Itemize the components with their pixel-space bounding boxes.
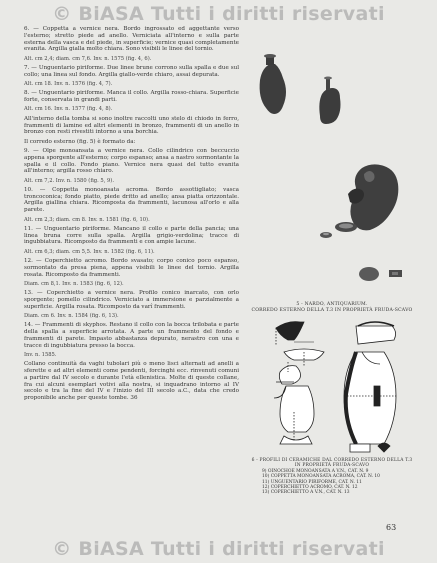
vessel-photo-2 — [319, 77, 340, 125]
finds-photo — [320, 164, 402, 281]
catalog-reference: Alt. cm 2,3; diam. cm 8. Inv. n. 1581 (fig. 6, 10). — [24, 216, 150, 223]
caption-title: IN PROPRIETÀ FRUDA-SCAVO — [294, 463, 370, 469]
caption-item: 13) COPERCHIETTO A V.N., CAT. N. 13 — [262, 490, 350, 496]
text-column — [24, 26, 239, 404]
caption-item: 11) UNGUENTARIO PIRIFORME, CAT. N. 11 — [262, 479, 362, 485]
paragraph: Il corredo esterno (fig. 5) è formato da: — [24, 138, 136, 145]
catalog-reference: Inv. n. 1585. — [24, 352, 57, 359]
catalog-reference: Diam. cm 8,1. Inv. n. 1583 (fig. 6, 12). — [24, 280, 124, 287]
catalog-reference: Alt. cm 6,3; diam. cm 5,5. Inv. n. 1582 (fig. 6, 11). — [24, 248, 155, 255]
catalog-reference: Diam. cm 6. Inv. n. 1584 (fig. 6, 13). — [24, 313, 119, 320]
caption-title: 6 - PROFILI DI CERAMICHE DAL CORREDO ESTERNO DELLA T.3 — [251, 458, 413, 463]
catalog-reference: Alt. cm 16. Inv. n. 1577 (fig. 4, 8). — [24, 106, 113, 113]
figure-caption-5 — [248, 302, 416, 313]
caption-item: 12) COPERCHIETTO ACROMO, CAT. N. 12 — [262, 485, 358, 491]
catalog-reference: Alt. cm 7,2. Inv. n. 1580 (fig. 5, 9). — [24, 177, 114, 184]
figure-caption-6 — [248, 458, 416, 496]
profile-drawings — [274, 322, 396, 452]
paragraph: Collano continuità da vaghi tubolari più o meno lisci alternati ad anelli a sferette e ad altri elementi come pendenti, forcinghi ecc. rinvenuti comuni a partire dal IV secolo e durante l'età ellenistica. Molte di queste collane, fra cui alcuni esemplari votivi alla nostra, si inquadrano intorno al IV secolo e tra la fine del IV e l'inizio del III secolo a.C., data che credo proponibile anche per queste tombe. 36 — [24, 361, 239, 402]
document-page — [24, 26, 416, 534]
catalog-reference: Alt. cm 18. Inv. n. 1576 (fig. 4, 7). — [24, 81, 113, 88]
paragraph: 11. — Unguentario piriforme. Mancano il collo e parte della pancia; una linea bruna corre sulla spalla. Argilla grigio-verdolina; tracce di ingubbiatura. Ricomposto da frammenti e con ampie lacune. — [24, 225, 239, 246]
paragraph: 10. — Coppetta monoansata acroma. Bordo assottigliato; vasca troncoconica; fondo piatto, piede dritto ad anello; ansa piatta orizzontale. Argilla giallina chiara. Ricomposta da frammenti, lacunosa all'orlo e alla parete. — [24, 186, 239, 214]
paragraph: 7. — Unguentario piriforme. Due linee brune corrono sulla spalla e due sul collo; una linea sul fondo. Argilla giallo-verde chiaro, assai depurata. — [24, 64, 239, 78]
watermark-bottom: © BiASA Tutti i diritti riservati — [52, 538, 385, 560]
caption-item: 10) COPPETTA MONOANSATA ACROMA, CAT. N. 10 — [262, 474, 380, 480]
paragraph: 12. — Coperchietto acromo. Bordo svasato; corpo conico poco espanso, sormontato da presa piena, appena visibili le linee del tornio. Argilla rosata. Ricomposto da frammenti. — [24, 258, 239, 278]
figure-column — [248, 26, 416, 534]
caption-item: 9) OINOCHOE MONOANSATA A V.N., CAT. N. 9 — [262, 468, 369, 474]
paragraph: 6. — Coppetta a vernice nera. Bordo ingrossato ed aggettante verso l'esterno; stretto piede ad anello. Verniciata all'interno e sulla parte esterna della vasca e del piede, in superficie; vernice quasi completamente evanita. Argilla gialla molto chiara. Sono visibili le linee del tornio. — [24, 26, 239, 53]
paragraph: 13. — Coperchietto a vernice nera. Profilo conico inarcato, con orlo sporgente; pomello cilindrico. Verniciato a immersione e parzialmente a superficie. Argilla rosata. Ricomposto da varî frammenti. — [24, 290, 239, 310]
paragraph: 14. — Frammenti di skyphos. Restano il collo con la bocca trilobata e parte della spalla a superficie arrotata. A parte un frammento del fondo e frammenti di parete. Impasto abbastanza depurato, nerastro con una e tracce di ingubbiatura presso la bocca. — [24, 322, 239, 349]
watermark-top: © BiASA Tutti i diritti riservati — [52, 3, 385, 25]
catalog-reference: Alt. cm 2,4; diam. cm 7,6. Inv. n. 1575 (fig. 4, 6). — [24, 55, 152, 62]
caption-line: 5 - NARDO, ANTIQUARIUM. — [296, 302, 368, 307]
caption-line: CORREDO ESTERNO DELLA T.3 IN PROPRIETÀ FRUDA-SCAVO — [251, 307, 413, 313]
paragraph: 9. — Olpe monoansata a vernice nera. Collo cilindrico con beccuccio appena sporgente all'esterno; corpo espanso; ansa a nastro sormontante la spalla e il collo. Fondo piano. Vernice nera quasi del tutto evanita all'interno; argilla rosso chiaro. — [24, 148, 239, 175]
vessel-photo-1 — [260, 54, 286, 114]
paragraph: All'interno della tomba si sono inoltre raccolti uno stelo di chiodo in ferro, frammenti di lamine ed altri elementi in bronzo, frammenti di un anello in bronzo con resti rivestiti intorno a una borchia. — [24, 115, 239, 136]
paragraph: 8. — Unguentario piriforme. Manca il collo. Argilla rosso-chiara. Superficie forte, conservata in grandi parti. — [24, 90, 239, 104]
page-number: 63 — [386, 523, 397, 532]
